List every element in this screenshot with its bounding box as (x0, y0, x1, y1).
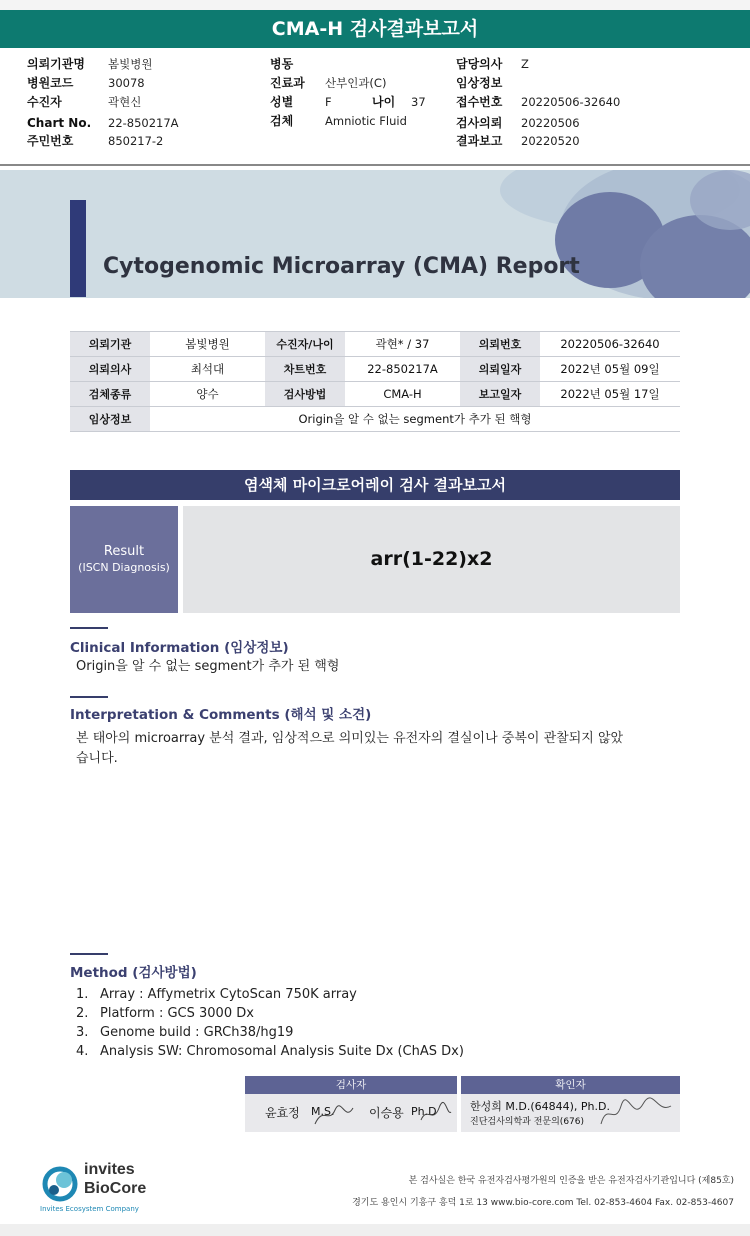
label-specimen: 검체 (270, 114, 294, 128)
table-cell-label: 의뢰의사 (70, 357, 150, 382)
label-chart-no: Chart No. (27, 116, 92, 130)
list-number: 3. (76, 1025, 89, 1040)
value-sex: F (325, 95, 332, 109)
label-age: 나이 (372, 95, 396, 109)
label-hospital-code: 병원코드 (27, 76, 74, 90)
value-hospital-name: 봄빛병원 (108, 57, 153, 71)
table-cell-label: 의뢰기관 (70, 332, 150, 357)
report-header-title: CMA-H 검사결과보고서 (0, 10, 750, 48)
table-row (70, 407, 680, 432)
signature-image (461, 1094, 680, 1132)
bottom-strip (0, 1224, 750, 1236)
table-cell: CMA-H (345, 382, 460, 407)
table-cell-label: 검체종류 (70, 382, 150, 407)
heading-rule (70, 696, 108, 698)
request-info-table (70, 331, 680, 432)
label-department: 진료과 (270, 76, 305, 90)
method-list (76, 985, 464, 1061)
patient-info-block (0, 48, 750, 168)
value-age: 37 (411, 95, 426, 109)
logo-line-2: BioCore (84, 1180, 147, 1197)
value-accession-no: 20220506-32640 (521, 95, 621, 109)
label-accession-no: 접수번호 (456, 95, 503, 109)
label-report-date: 결과보고 (456, 134, 503, 148)
list-item (76, 1023, 464, 1042)
confirmer-line-2: 진단검사의학과 전문의(676) (470, 1117, 585, 1127)
logo-tagline: Invites Ecosystem Company (40, 1205, 139, 1213)
table-cell-label: 검사방법 (265, 382, 345, 407)
heading-rule (70, 627, 108, 629)
list-text: Genome build : GRCh38/hg19 (100, 1025, 294, 1040)
list-item (76, 1004, 464, 1023)
result-label: Result (103, 544, 145, 559)
table-cell-label: 보고일자 (460, 382, 540, 407)
label-patient: 수진자 (27, 95, 62, 109)
value-resident-no: 850217-2 (108, 134, 164, 148)
table-row (70, 382, 680, 407)
table-cell: 20220506-32640 (540, 332, 680, 357)
heading-rule (70, 953, 108, 955)
confirmer-cell (461, 1094, 680, 1132)
tester-name-2: 이승용 (369, 1106, 404, 1120)
result-value: arr(1-22)x2 (183, 506, 680, 613)
method-heading: Method (검사방법) (70, 965, 197, 981)
label-resident-no: 주민번호 (27, 134, 74, 148)
table-cell: Origin을 알 수 없는 segment가 추가 된 핵형 (150, 407, 680, 432)
table-cell: 곽현* / 37 (345, 332, 460, 357)
top-strip (0, 0, 750, 10)
signature-image (245, 1094, 457, 1132)
table-cell: 양수 (150, 382, 265, 407)
interpretation-text-line-2: 습니다. (76, 751, 118, 766)
list-text: Array : Affymetrix CytoScan 750K array (100, 987, 357, 1002)
value-hospital-code: 30078 (108, 76, 145, 90)
table-cell-label: 차트번호 (265, 357, 345, 382)
label-request-date: 검사의뢰 (456, 116, 503, 130)
confirmer-header: 확인자 (461, 1076, 680, 1094)
list-item (76, 985, 464, 1004)
label-doctor: 담당의사 (456, 57, 503, 71)
label-ward: 병동 (270, 57, 294, 71)
list-item (76, 1042, 464, 1061)
table-cell-label: 수진자/나이 (265, 332, 345, 357)
certification-note: 본 검사실은 한국 유전자검사평가원의 인증을 받은 유전자검사기관입니다 (제85호) (408, 1176, 734, 1186)
value-doctor: Z (521, 57, 529, 71)
tester-header: 검사자 (245, 1076, 457, 1094)
value-report-date: 20220520 (521, 134, 580, 148)
tester-name-1: 윤효정 (265, 1106, 300, 1120)
table-cell: 22-850217A (345, 357, 460, 382)
company-logo (40, 1160, 160, 1216)
label-hospital-name: 의뢰기관명 (27, 57, 85, 71)
value-department: 산부인과(C) (325, 76, 387, 90)
table-cell-label: 임상정보 (70, 407, 150, 432)
interpretation-text-line-1: 본 태아의 microarray 분석 결과, 임상적으로 의미있는 유전자의 결실이나 중복이 관찰되지 않았 (76, 731, 624, 746)
table-cell: 봄빛병원 (150, 332, 265, 357)
interpretation-heading: Interpretation & Comments (해석 및 소견) (70, 707, 372, 723)
list-text: Analysis SW: Chromosomal Analysis Suite Dx (ChAS Dx) (100, 1044, 464, 1059)
tester-degree-2: Ph.D (411, 1105, 437, 1118)
list-number: 4. (76, 1044, 89, 1059)
address-contact: 경기도 용인시 기흥구 흥덕 1로 13 www.bio-core.com Tel. 02-853-4604 Fax. 02-853-4607 (352, 1198, 734, 1208)
table-cell-label: 의뢰번호 (460, 332, 540, 357)
table-cell: 2022년 05월 09일 (540, 357, 680, 382)
list-number: 1. (76, 987, 89, 1002)
tester-degree-1: M.S. (311, 1105, 335, 1118)
logo-line-1: invites (84, 1161, 135, 1178)
table-cell: 2022년 05월 17일 (540, 382, 680, 407)
table-cell: 최석대 (150, 357, 265, 382)
report-banner (0, 170, 750, 298)
list-text: Platform : GCS 3000 Dx (100, 1006, 254, 1021)
confirmer-line-1: 한성희 M.D.(64844), Ph.D. (470, 1100, 610, 1113)
table-cell-label: 의뢰일자 (460, 357, 540, 382)
label-clinical-info: 임상정보 (456, 76, 503, 90)
clinical-info-heading: Clinical Information (임상정보) (70, 640, 289, 656)
logo-mark-icon (40, 1162, 84, 1206)
value-specimen: Amniotic Fluid (325, 114, 407, 128)
tester-cell (245, 1094, 457, 1132)
value-request-date: 20220506 (521, 116, 580, 130)
value-patient: 곽현신 (108, 95, 142, 109)
table-row (70, 357, 680, 382)
label-sex: 성별 (270, 95, 294, 109)
list-number: 2. (76, 1006, 89, 1021)
table-row (70, 332, 680, 357)
result-sub-label: (ISCN Diagnosis) (78, 561, 170, 574)
divider (0, 164, 750, 166)
banner-title: Cytogenomic Microarray (CMA) Report (103, 254, 580, 279)
report-section-title: 염색체 마이크로어레이 검사 결과보고서 (70, 470, 680, 500)
value-chart-no: 22-850217A (108, 116, 179, 130)
banner-accent-bar (70, 200, 86, 297)
clinical-info-text: Origin을 알 수 없는 segment가 추가 된 핵형 (76, 659, 340, 674)
result-label-box (70, 506, 178, 613)
